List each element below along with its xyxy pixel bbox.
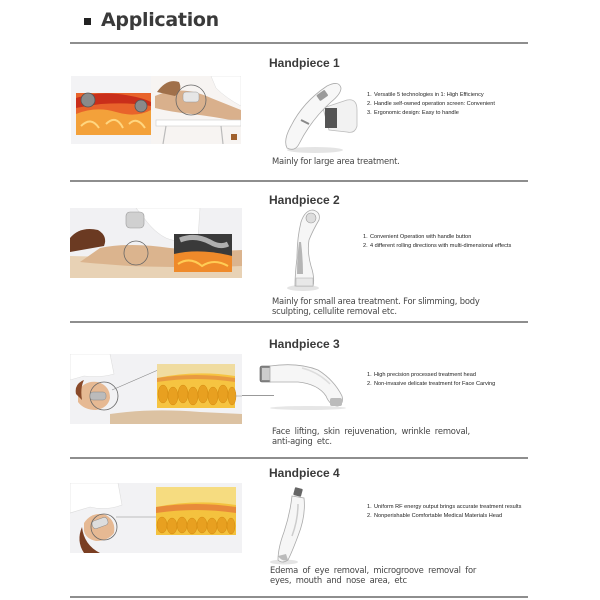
handpiece-4-device [268, 486, 313, 566]
handpiece-title: Handpiece 1 [269, 56, 340, 70]
body-treatment-photo [71, 76, 241, 144]
divider [70, 42, 528, 44]
feature-item: 2. Non-invasive delicate treatment for Face Carving [367, 380, 496, 387]
feature-item: 1. Versatile 5 technologies in 1: High Efficiency [367, 92, 484, 98]
handpiece-description: Face lifting, skin rejuvenation, wrinkle removal, anti-aging etc. [272, 426, 470, 446]
feature-list [367, 91, 537, 117]
feature-item: 2. 4 different rolling directions with multi-dimensional effects [363, 242, 512, 249]
bullet-square-icon [84, 18, 91, 25]
handpiece-description: Mainly for small area treatment. For slimming, body sculpting, cellulite removal etc. [272, 296, 480, 316]
handpiece-title: Handpiece 3 [269, 337, 340, 351]
page-title: Application [101, 9, 219, 31]
feature-item: 1. Uniform RF energy output brings accurate treatment results [367, 504, 522, 510]
divider [70, 321, 528, 323]
feature-list [367, 371, 537, 389]
page-header [84, 4, 219, 36]
handpiece-description: Edema of eye removal, microgroove removal for eyes, mouth and nose area, etc [270, 565, 477, 585]
face-treatment-photo [70, 354, 242, 424]
handpiece-title: Handpiece 2 [269, 193, 340, 207]
handpiece-3-device [258, 360, 348, 412]
eye-treatment-photo [70, 483, 242, 553]
handpiece-2-device [285, 208, 325, 293]
feature-item: 1. Convenient Operation with handle button [363, 234, 472, 240]
handpiece-1-device [277, 80, 362, 155]
feature-list [363, 233, 533, 251]
divider [70, 457, 528, 459]
feature-item: 3. Ergonomic design: Easy to handle [367, 109, 459, 116]
handpiece-description: Mainly for large area treatment. [272, 156, 400, 166]
handpiece-title: Handpiece 4 [269, 466, 340, 480]
feature-list [367, 503, 537, 521]
divider [70, 596, 528, 598]
divider [70, 180, 528, 182]
feature-item: 2. Nonperishable Comfortable Medical Materials Head [367, 512, 503, 519]
feature-item: 1. High precision processed treatment head [367, 372, 476, 378]
back-treatment-photo [70, 208, 242, 278]
feature-item: 2. Handle self-owned operation screen: Convenient [367, 100, 495, 107]
